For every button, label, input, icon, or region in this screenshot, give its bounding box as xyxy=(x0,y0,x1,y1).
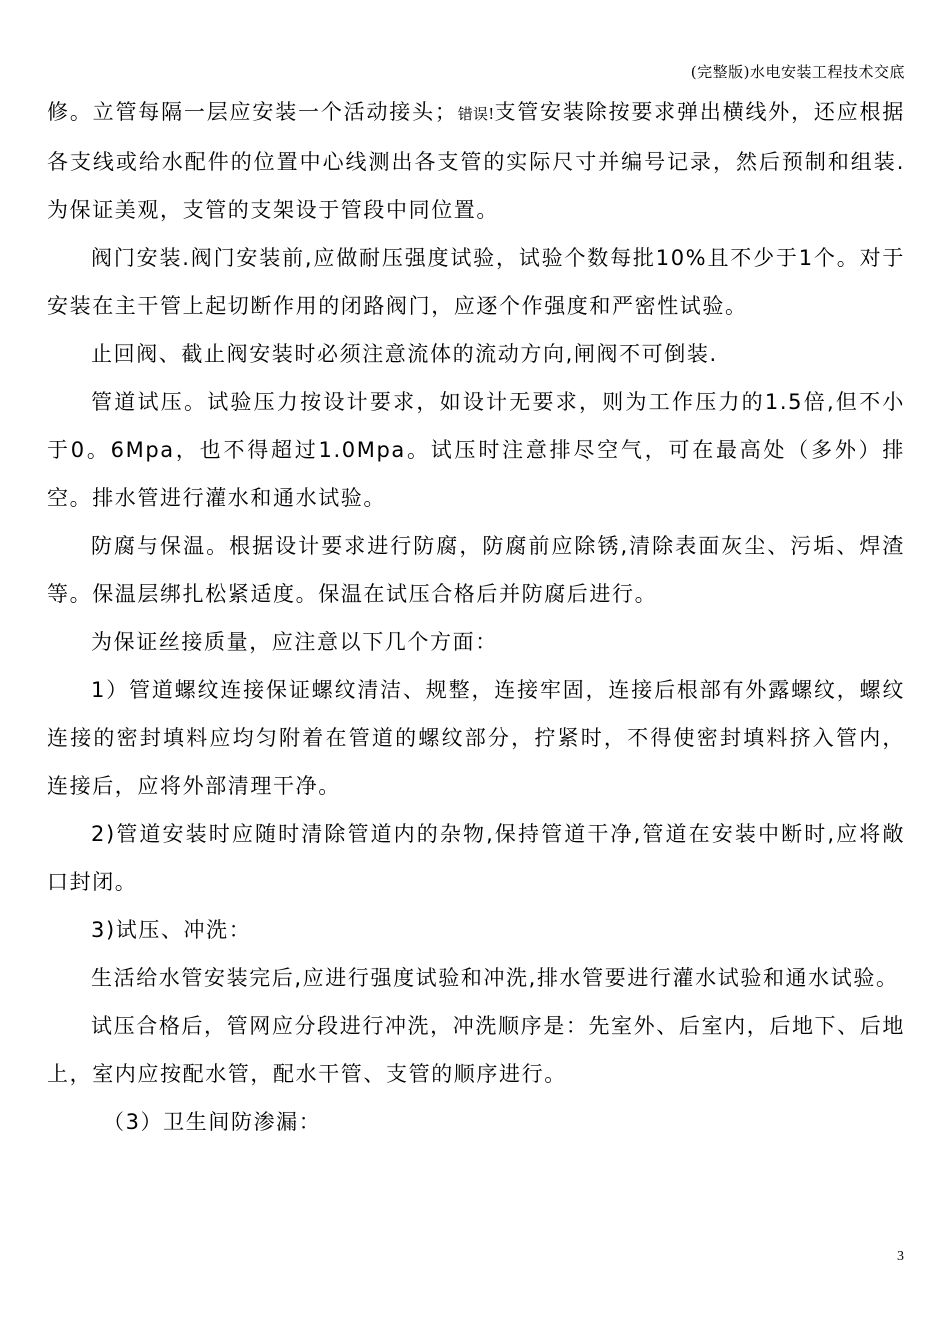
paragraph-item-3: 3)试压、冲洗： xyxy=(91,918,252,942)
paragraph-item-2: 2)管道安装时应随时清除管道内的杂物,保持管道干净,管道在安装中断时,应将敞口封闭。 xyxy=(47,822,905,894)
paragraph-water-supply-test: 生活给水管安装完后,应进行强度试验和冲洗,排水管要进行灌水试验和通水试验。 xyxy=(91,966,899,990)
paragraph-pressure-test: 管道试压。试验压力按设计要求，如设计无要求，则为工作压力的1.5倍,但不小于0。6Mpa，也不得超过1.0Mpa。试压时注意排尽空气，可在最高处（多外）排空。排水管进行灌水和通水试验。 xyxy=(47,390,905,510)
paragraph-item-1: 1）管道螺纹连接保证螺纹清洁、规整，连接牢固，连接后根部有外露螺纹，螺纹连接的密封填料应均匀附着在管道的螺纹部分，拧紧时，不得使密封填料挤入管内，连接后，应将外部清理干净。 xyxy=(47,678,905,798)
paragraph-flushing: 试压合格后，管网应分段进行冲洗，冲洗顺序是：先室外、后室内，后地下、后地上，室内应按配水管，配水干管、支管的顺序进行。 xyxy=(47,1014,905,1086)
paragraph-pipe-joints xyxy=(47,88,905,234)
paragraph-text: 修。立管每隔一层应安装一个活动接头； xyxy=(47,100,458,124)
paragraph-text: 支管安装除按要求弹出横线外，还应根据各支线或给水配件的位置中心线测出各支管的实际尺寸并编号记录，然后预制和组装.为保证美观，支管的支架设于管段中同位置。 xyxy=(47,100,905,222)
page-number: 3 xyxy=(897,1249,904,1264)
paragraph-thread-quality: 为保证丝接质量，应注意以下几个方面： xyxy=(91,630,498,654)
error-reference: 错误! xyxy=(457,105,495,123)
paragraph-anticorrosion: 防腐与保温。根据设计要求进行防腐，防腐前应除锈,清除表面灰尘、污垢、焊渣等。保温层绑扎松紧适度。保温在试压合格后并防腐后进行。 xyxy=(47,534,905,606)
document-body xyxy=(47,88,905,1146)
paragraph-valve-install: 阀门安装.阀门安装前,应做耐压强度试验，试验个数每批10%且不少于1个。对于安装在主干管上起切断作用的闭路阀门，应逐个作强度和严密性试验。 xyxy=(47,246,905,318)
paragraph-check-valve: 止回阀、截止阀安装时必须注意流体的流动方向,闸阀不可倒装. xyxy=(91,342,718,366)
section-heading-bathroom: （3）卫生间防渗漏： xyxy=(103,1110,322,1134)
page-header: (完整版)水电安装工程技术交底 xyxy=(690,63,905,81)
